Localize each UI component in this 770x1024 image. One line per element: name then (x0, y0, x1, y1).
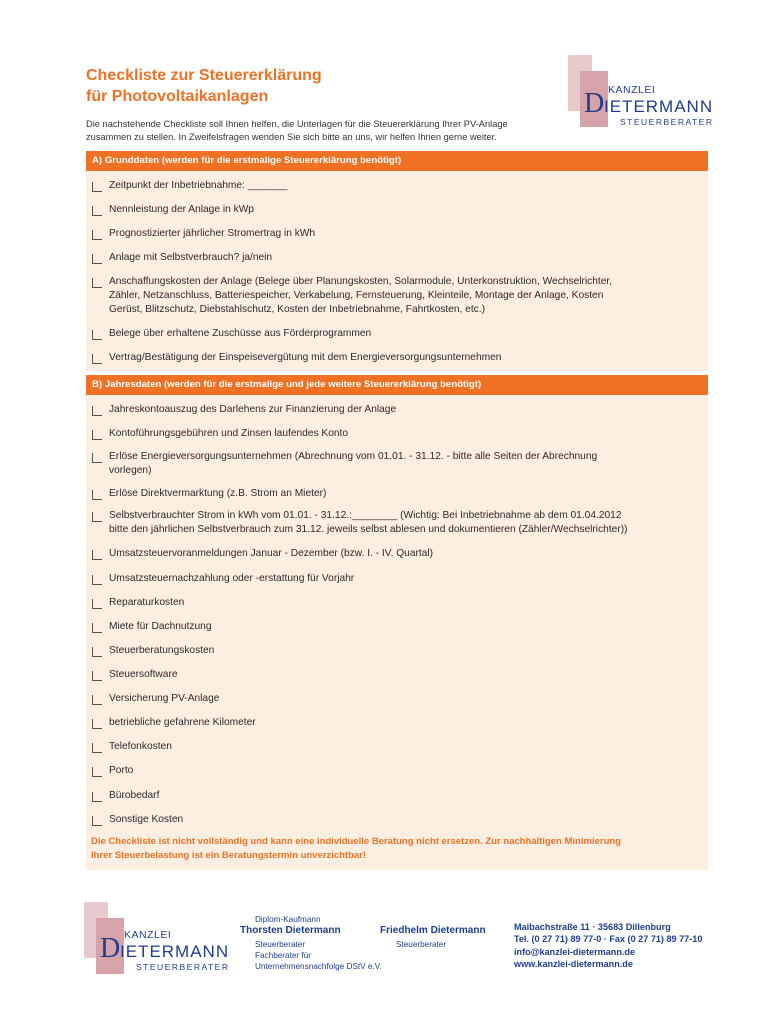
checkbox[interactable] (92, 767, 102, 777)
checklist-item[interactable] (92, 509, 702, 537)
checkbox[interactable] (92, 406, 102, 416)
footer-p2-role: Steuerberater (396, 940, 447, 949)
checklist-item[interactable] (92, 644, 702, 658)
checkbox[interactable] (92, 695, 102, 705)
checklist-item[interactable] (92, 620, 702, 634)
document-title (86, 65, 322, 107)
checkbox[interactable] (92, 671, 102, 681)
item-label: Selbstverbrauchter Strom in kWh vom 01.01. - 31.12.:________ (Wichtig: Bei Inbetriebnahme ab dem 01.04.2012 (109, 510, 622, 521)
checklist-item[interactable] (92, 450, 702, 478)
checklist-item[interactable] (92, 203, 702, 217)
checklist-item[interactable] (92, 487, 702, 501)
checklist-item[interactable] (92, 351, 702, 365)
checklist-item[interactable] (92, 789, 702, 803)
item-label: Belege über erhaltene Zuschüsse aus Förderprogrammen (109, 328, 372, 339)
email-link[interactable]: info@kanzlei-dietermann.de (514, 946, 636, 957)
checkbox[interactable] (92, 647, 102, 657)
checkbox[interactable] (92, 453, 102, 463)
logo-kanzlei: KANZLEI (124, 929, 172, 941)
checklist-item[interactable] (92, 764, 702, 778)
checkbox[interactable] (92, 278, 102, 288)
checkbox[interactable] (92, 575, 102, 585)
checklist-item[interactable] (92, 668, 702, 682)
logo-d: D (100, 933, 121, 964)
phone-fax-line: Tel. (0 27 71) 89 77-0 · Fax (0 27 71) 89 77-10 (514, 934, 703, 945)
checkbox[interactable] (92, 792, 102, 802)
checklist-item[interactable] (92, 227, 702, 241)
checkbox[interactable] (92, 816, 102, 826)
checklist-item[interactable] (92, 403, 702, 417)
footer-p1-role1: Steuerberater (255, 940, 306, 949)
checkbox[interactable] (92, 430, 102, 440)
logo-d: D (584, 88, 605, 119)
checklist-item[interactable] (92, 251, 702, 265)
item-label: Nennleistung der Anlage in kWp (109, 204, 254, 215)
intro-line-2: zusammen zu stellen. In Zweifelsfragen wenden Sie sich bitte an uns, wir helfen Ihnen gerne weiter. (86, 132, 497, 142)
checkbox[interactable] (92, 182, 102, 192)
kanzlei-logo-bottom (84, 902, 234, 982)
item-label: Umsatzsteuervoranmeldungen Januar - Dezember (bzw. I. - IV. Quartal) (109, 548, 434, 559)
item-label: Telefonkosten (109, 741, 172, 752)
footer-p1-name: Thorsten Dietermann (240, 925, 341, 936)
checkbox[interactable] (92, 490, 102, 500)
item-label: Vertrag/Bestätigung der Einspeisevergütung mit dem Energieversorgungsunternehmen (109, 352, 502, 363)
checklist-item[interactable] (92, 275, 702, 317)
checklist-item[interactable] (92, 572, 702, 586)
checklist-item[interactable] (92, 327, 702, 341)
checkbox[interactable] (92, 230, 102, 240)
logo-steuerberater: STEUERBERATER (136, 962, 230, 972)
checklist-item[interactable] (92, 813, 702, 827)
item-label: Anlage mit Selbstverbrauch? ja/nein (109, 252, 273, 263)
item-label: Bürobedarf (109, 790, 160, 801)
item-label-cont: vorlegen) (109, 465, 152, 476)
checklist-item[interactable] (92, 740, 702, 754)
checklist-item[interactable] (92, 179, 702, 193)
item-label: Jahreskontoauszug des Darlehens zur Finanzierung der Anlage (109, 404, 397, 415)
checkbox[interactable] (92, 206, 102, 216)
checkbox[interactable] (92, 512, 102, 522)
checklist-item[interactable] (92, 596, 702, 610)
item-label: Sonstige Kosten (109, 814, 184, 825)
intro-line-1: Die nachstehende Checkliste soll Ihnen helfen, die Unterlagen für die Steuererklärung Ihrer PV-Anlage (86, 119, 508, 129)
item-label: Reparaturkosten (109, 597, 185, 608)
item-label: Versicherung PV-Anlage (109, 693, 220, 704)
address-line: Maibachstraße 11 · 35683 Dillenburg (514, 922, 671, 932)
checklist-item[interactable] (92, 716, 702, 730)
kanzlei-logo-top (568, 55, 718, 135)
item-label: Prognostizierter jährlicher Stromertrag in kWh (109, 228, 316, 239)
checkbox[interactable] (92, 330, 102, 340)
item-label: Porto (109, 765, 134, 776)
title-line-1: Checkliste zur Steuererklärung (86, 67, 322, 84)
footer-p1-title: Diplom-Kaufmann (255, 915, 321, 924)
item-label: Zeitpunkt der Inbetriebnahme: _______ (109, 180, 288, 191)
item-label: Steuerberatungskosten (109, 645, 215, 656)
logo-kanzlei: KANZLEI (608, 84, 656, 96)
note-line-2: Ihrer Steuerbelastung ist ein Beratungstermin unverzichtbar! (91, 850, 367, 861)
logo-name: IETERMANN (604, 97, 714, 116)
checklist-item[interactable] (92, 547, 702, 561)
logo-name: IETERMANN (120, 942, 230, 961)
item-label-cont: bitte den jährlichen Selbstverbrauch zum 31.12. jeweils selbst ablesen und dokumentieren (Zähler/Wechselrichter)) (109, 524, 628, 535)
item-label: betriebliche gefahrene Kilometer (109, 717, 256, 728)
checkbox[interactable] (92, 354, 102, 364)
footer-p1-role2: Fachberater für (255, 951, 311, 960)
checkbox[interactable] (92, 550, 102, 560)
checklist-item[interactable] (92, 692, 702, 706)
item-label-cont: Gerüst, Blitzschutz, Diebstahlschutz, Kosten der Inbetriebnahme, Fahrtkosten, etc.) (109, 304, 485, 315)
disclaimer-note (91, 835, 703, 863)
section-a-background (86, 171, 708, 371)
checkbox[interactable] (92, 719, 102, 729)
checklist-item[interactable] (92, 427, 702, 441)
item-label: Umsatzsteuernachzahlung oder -erstattung für Vorjahr (109, 573, 355, 584)
footer-address (514, 921, 702, 970)
section-a-heading: A) Grunddaten (werden für die erstmalige Steuererklärung benötigt) (86, 151, 708, 171)
note-line-1: Die Checkliste ist nicht vollständig und kann eine individuelle Beratung nicht ersetzen. Zur nachhaltigen Minimierung (91, 836, 621, 847)
item-label: Anschaffungskosten der Anlage (Belege über Planungskosten, Solarmodule, Unterkonstruktion, Wechselrichter, (109, 276, 613, 287)
footer-p2-name: Friedhelm Dietermann (380, 925, 486, 936)
item-label: Kontoführungsgebühren und Zinsen laufendes Konto (109, 428, 349, 439)
item-label-cont: Zähler, Netzanschluss, Batteriespeicher, Verkabelung, Fernsteuerung, Kleinteile, Montage der Anlage, Kosten (109, 290, 604, 301)
item-label: Miete für Dachnutzung (109, 621, 212, 632)
section-b-heading: B) Jahresdaten (werden für die erstmalige und jede weitere Steuererklärung benötigt) (86, 375, 708, 395)
item-label: Steuersoftware (109, 669, 178, 680)
intro-text (86, 118, 586, 144)
checkbox[interactable] (92, 623, 102, 633)
item-label: Erlöse Direktvermarktung (z.B. Strom an Mieter) (109, 488, 327, 499)
item-label: Erlöse Energieversorgungsunternehmen (Abrechnung vom 01.01. - 31.12. - bitte alle Seiten der Abrechnung (109, 451, 598, 462)
logo-steuerberater: STEUERBERATER (620, 117, 714, 127)
website-link[interactable]: www.kanzlei-dietermann.de (514, 958, 633, 969)
checkbox[interactable] (92, 599, 102, 609)
footer-p1-role3: Unternehmensnachfolge DStV e.V. (255, 962, 382, 971)
checkbox[interactable] (92, 743, 102, 753)
title-line-2: für Photovoltaikanlagen (86, 88, 269, 105)
checkbox[interactable] (92, 254, 102, 264)
